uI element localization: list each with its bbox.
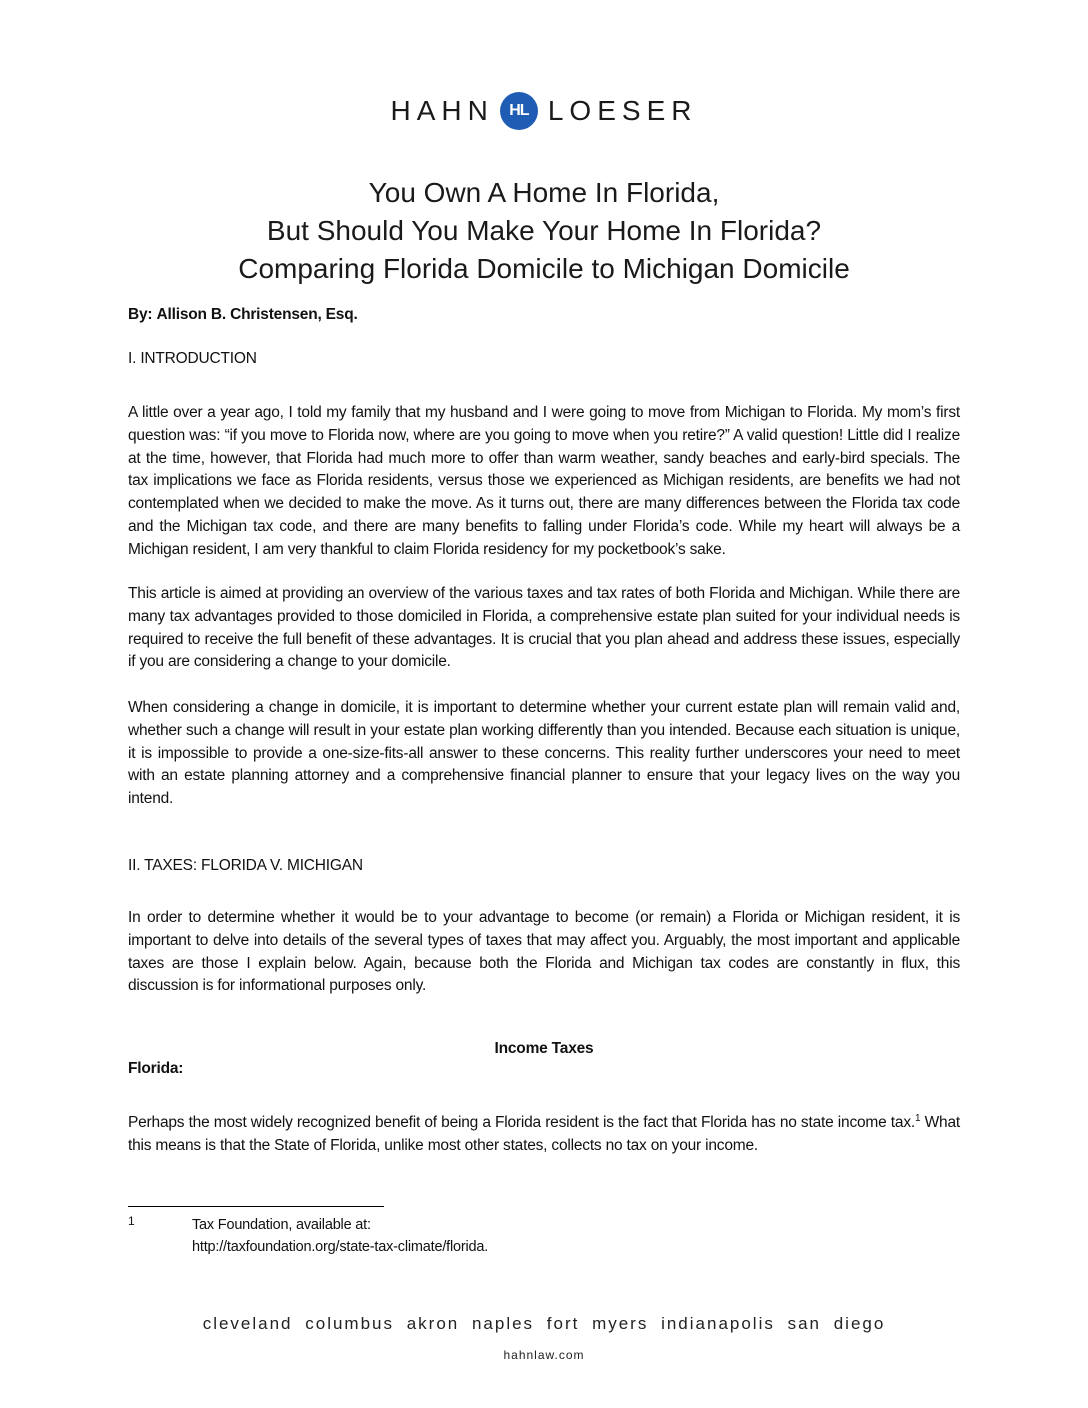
footer-website[interactable]: hahnlaw.com xyxy=(503,1348,585,1362)
florida-paragraph-1 xyxy=(128,1108,960,1158)
byline xyxy=(128,306,358,324)
section-heading-taxes: II. TAXES: FLORIDA V. MICHIGAN xyxy=(128,857,363,874)
logo-word-right: LOESER xyxy=(547,95,698,126)
title-line-3: Comparing Florida Domicile to Michigan Domicile xyxy=(238,253,850,284)
footer-office-cities: cleveland columbus akron naples fort myers indianapolis san diego xyxy=(202,1314,886,1333)
byline-label: By: xyxy=(128,306,153,323)
intro-paragraph-2: This article is aimed at providing an overview of the various taxes and tax rates of both Florida and Michigan. While there are many tax advantages provided to those domiciled in Florida, a comprehensive estate plan suited for your individual needs is required to receive the full benefit of these advantages. It is crucial that you plan ahead and address these issues, especially if you are considering a change to your domicile. xyxy=(128,585,960,671)
byline-author: Allison B. Christensen, Esq. xyxy=(156,306,358,323)
footnote-line-1: Tax Foundation, available at: xyxy=(192,1217,371,1233)
florida-paragraph-continuation: What this means is that the State of Florida, unlike most other states, collects no tax on your income. xyxy=(128,1114,960,1154)
logo-word-left: HAHN xyxy=(390,95,494,126)
footnote-link[interactable]: http://taxfoundation.org/state-tax-climate/florida. xyxy=(192,1239,489,1255)
section-heading-introduction: I. INTRODUCTION xyxy=(128,350,257,367)
logo-badge-icon: HL xyxy=(500,92,538,130)
subsection-heading-income-taxes: Income Taxes xyxy=(494,1040,594,1057)
taxes-paragraph-1: In order to determine whether it would be to your advantage to become (or remain) a Florida or Michigan resident, it is important to delve into details of the several types of taxes that may affect you. Arguably, the most important and applicable taxes are those I explain below. Again, because both the Florida and Michigan tax codes are constantly in flux, this discussion is for informational purposes only. xyxy=(128,909,960,995)
footnote-divider xyxy=(128,1206,384,1207)
footnote-text xyxy=(192,1214,488,1258)
title-line-2: But Should You Make Your Home In Florida? xyxy=(266,215,822,246)
firm-logo xyxy=(0,92,1088,130)
intro-paragraph-3: When considering a change in domicile, it is important to determine whether your current estate plan will remain valid and, whether such a change will result in your estate plan working differently than you intended. Because each situation is unique, it is impossible to provide a one-size-fits-all answer to these concerns. This reality further underscores your need to meet with an estate planning attorney and a comprehensive financial planner to ensure that your legacy lives on the way you intend. xyxy=(128,699,960,808)
florida-paragraph-text: Perhaps the most widely recognized benefit of being a Florida resident is the fact that Florida has no state income tax. xyxy=(128,1114,915,1132)
intro-paragraph-1: A little over a year ago, I told my family that my husband and I were going to move from Michigan to Florida. My mom’s first question was: “if you move to Florida now, where are you going to move when you retire?” A valid question! Little did I realize at the time, however, that Florida had much more to offer than warm weather, sandy beaches and early-bird specials. The tax implications we face as Florida residents, versus those we experienced as Michigan residents, are benefits we had not contemplated when we decided to make the move. As it turns out, there are many differences between the Florida tax code and the Michigan tax code, and there are many benefits to falling under Florida’s code. While my heart will always be a Michigan resident, I am very thankful to claim Florida residency for my pocketbook’s sake. xyxy=(128,404,960,558)
footnote-reference: 1 xyxy=(914,1113,921,1124)
footnote-number: 1 xyxy=(128,1214,135,1228)
title-line-1: You Own A Home In Florida, xyxy=(368,177,720,208)
subsection-heading-florida: Florida: xyxy=(128,1060,184,1077)
page-title xyxy=(0,174,1088,288)
